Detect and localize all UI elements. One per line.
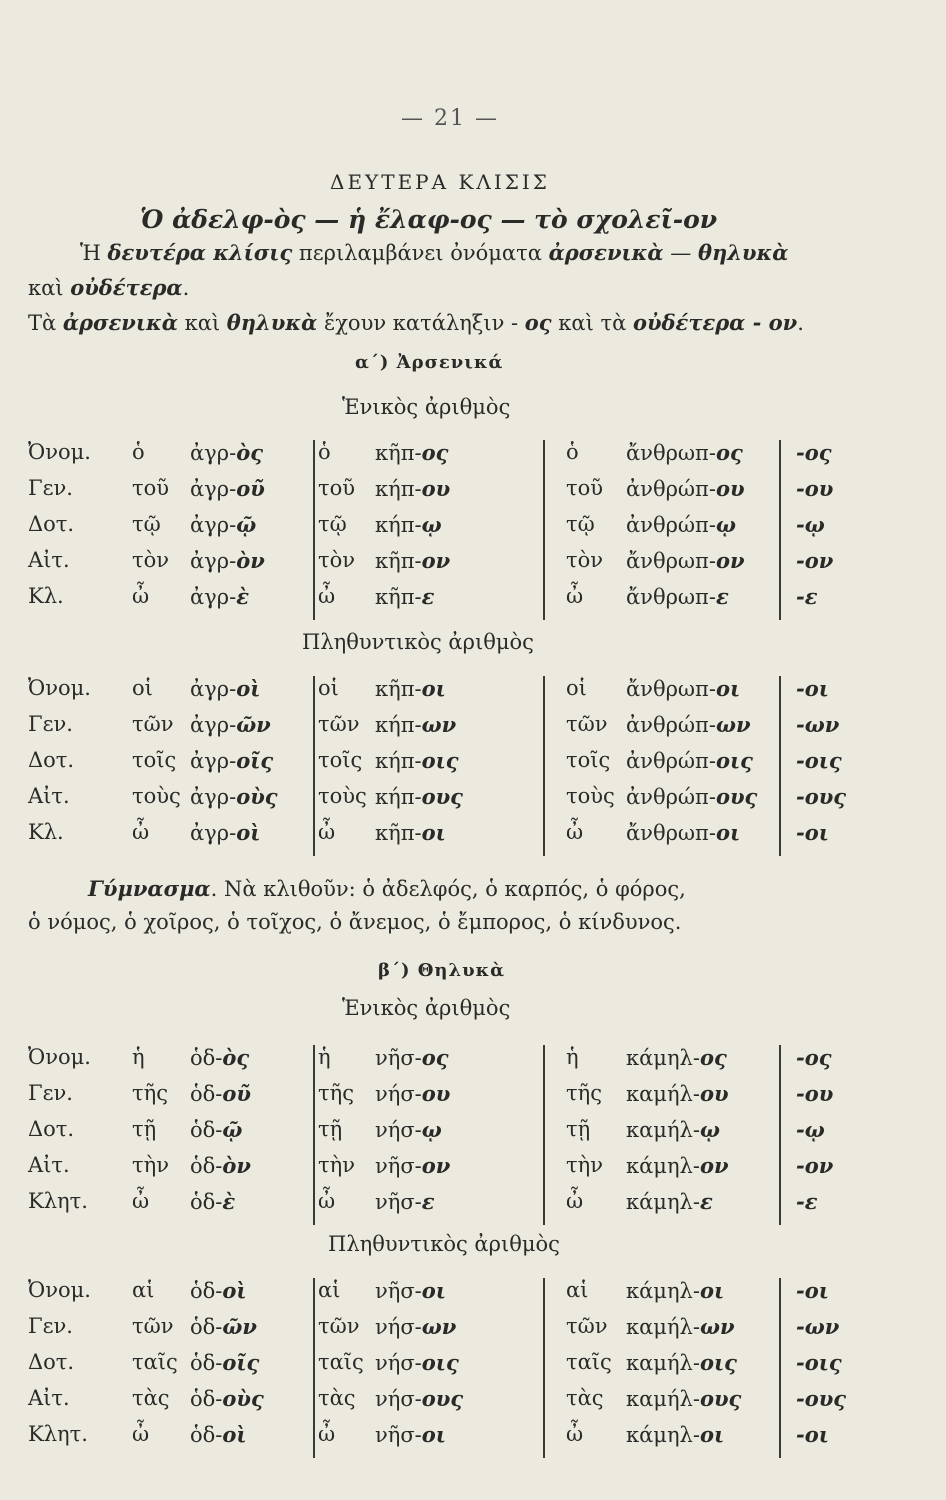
case-label: Αἰτ. [28,784,70,808]
ending: -ους [796,784,847,809]
form: ἀνθρώπ-ους [626,784,758,809]
article: ὦ [318,820,336,844]
ending: -ων [796,1314,840,1339]
article: τῇ [566,1117,591,1141]
article: ὦ [318,584,336,608]
form: νῆσ-ος [375,1045,449,1070]
case-label: Ὀνομ. [28,1045,91,1069]
intro-line-2: καὶ οὐδέτερα. [28,275,190,300]
form: ὁδ-ῷ [190,1117,243,1142]
column-divider [779,440,781,620]
declension-row [0,1278,946,1314]
form: κήπ-ῳ [375,512,442,537]
ending: -ῳ [796,1117,825,1142]
form: νῆσ-οι [375,1422,446,1447]
column-divider [543,1045,545,1225]
form: ἄνθρωπ-ον [626,548,745,573]
case-label: Ὀνομ. [28,440,91,464]
declension-row [0,1117,946,1153]
article: τοῦ [318,476,356,500]
ending: -οις [796,1350,842,1375]
column-divider [313,1045,315,1225]
intro-term: ἀρσενικὰ [548,240,664,265]
intro-text: Τὰ [28,311,63,335]
ending: -οις [796,748,842,773]
form: ὁδ-ὲ [190,1189,236,1214]
article: ἡ [318,1045,331,1069]
form: ἀγρ-οὺς [190,784,278,809]
ending: -οι [796,1278,829,1303]
intro-term: δευτέρα κλίσις [107,240,293,265]
form: ἀγρ-οῦ [190,476,265,501]
form: κήπ-ου [375,476,451,501]
declension-row [0,1153,946,1189]
form: ἀγρ-ὸν [190,548,265,573]
intro-text: καὶ [28,276,71,300]
article: τῶν [566,1314,608,1338]
case-label: Κλητ. [28,1422,88,1446]
form: ὁδ-ῶν [190,1314,257,1339]
form: κῆπ-ος [375,440,449,465]
intro-text: Ἡ [80,241,108,265]
form: νῆσ-οι [375,1278,446,1303]
article: τῇ [132,1117,157,1141]
article: τῷ [566,512,595,536]
form: κῆπ-ε [375,584,435,609]
exercise-line-1 [88,876,686,901]
case-label: Γεν. [28,476,73,500]
intro-line-3: Τὰ ἀρσενικὰ καὶ θηλυκὰ ἔχουν κατάληξιν - ος καὶ τὰ οὐδέτερα - ον. [28,310,804,335]
form: νήσ-ων [375,1314,457,1339]
form: ἀνθρώπ-ου [626,476,745,501]
form: ἀγρ-οὶ [190,676,261,701]
form: νῆσ-ε [375,1189,435,1214]
form: καμήλ-ων [626,1314,735,1339]
form: ἀγρ-ῶν [190,712,271,737]
article: ὦ [132,584,150,608]
case-label: Ὀνομ. [28,1278,91,1302]
form: κήπ-οις [375,748,459,773]
article: ὁ [132,440,145,464]
form: ἀγρ-οὶ [190,820,261,845]
intro-term: θηλυκὰ [226,310,318,335]
ending: -ε [796,1189,818,1214]
form: ἀγρ-ῷ [190,512,257,537]
article: ὦ [566,820,584,844]
declension-row [0,712,946,748]
form: κάμηλ-ε [626,1189,713,1214]
form: κῆπ-οι [375,820,446,845]
intro-term: οὐδέτερα [70,275,183,300]
form: ὁδ-οὺς [190,1386,264,1411]
article: ἡ [566,1045,579,1069]
article: ταῖς [566,1350,612,1374]
ending: -ων [796,712,840,737]
column-divider [313,440,315,620]
case-label: Δοτ. [28,512,75,536]
exercise-label: Γύμνασμα [88,876,211,901]
case-label: Γεν. [28,1314,73,1338]
form: νήσ-οις [375,1350,459,1375]
column-divider [543,440,545,620]
case-label: Κλητ. [28,1189,88,1213]
ending: -ου [796,476,834,501]
form: ὁδ-οὶ [190,1422,247,1447]
declension-row [0,440,946,476]
exercise-text: . Νὰ κλιθοῦν: ὁ ἀδελφός, ὁ καρπός, ὁ φόρος, [210,877,686,901]
article: τοὺς [566,784,615,808]
article: ὁ [566,440,579,464]
intro-term: οὐδέτερα - ον [632,310,798,335]
case-label: Ὀνομ. [28,676,91,700]
intro-text: ἔχουν κατάληξιν - [317,311,525,335]
article: ὦ [566,1189,584,1213]
declension-row [0,820,946,856]
section-a-singular-label: Ἑνικὸς ἀριθμὸς [342,395,511,419]
intro-term: ἀρσενικὰ [62,310,178,335]
form: ὁδ-οῦ [190,1081,251,1106]
article: οἱ [318,676,339,700]
form: ὁδ-ὸν [190,1153,251,1178]
article: τῶν [318,1314,360,1338]
declension-row [0,476,946,512]
intro-text: καὶ τὰ [551,311,633,335]
article: τὴν [566,1153,603,1177]
form: ἀγρ-ὸς [190,440,263,465]
form: κήπ-ους [375,784,463,809]
article: τῆς [566,1081,602,1105]
article: ὦ [132,1422,150,1446]
article: τῶν [318,712,360,736]
article: αἱ [132,1278,155,1302]
intro-text: καὶ [177,311,227,335]
column-divider [543,676,545,856]
form: νήσ-ῳ [375,1117,442,1142]
section-b-plural-label: Πληθυντικὸς ἀριθμὸς [328,1232,560,1256]
case-label: Κλ. [28,584,64,608]
declension-row [0,784,946,820]
ending: -ου [796,1081,834,1106]
case-label: Δοτ. [28,748,75,772]
column-divider [779,1045,781,1225]
declension-row [0,1045,946,1081]
declension-row [0,512,946,548]
form: κάμηλ-οι [626,1422,725,1447]
intro-text: — [663,241,698,265]
declension-row [0,1350,946,1386]
form: κάμηλ-ον [626,1153,729,1178]
declension-row [0,548,946,584]
article: τῷ [132,512,161,536]
article: τῶν [566,712,608,736]
column-divider [779,676,781,856]
section-b-singular-label: Ἑνικὸς ἀριθμὸς [342,996,511,1020]
article: τὸν [318,548,356,572]
declension-row [0,1314,946,1350]
article: ἡ [132,1045,145,1069]
ending: -οι [796,820,829,845]
column-divider [313,1278,315,1458]
intro-term: θηλυκὰ [697,240,789,265]
declension-row [0,1189,946,1225]
article: ὦ [318,1189,336,1213]
article: τὰς [318,1386,356,1410]
article: τοὺς [318,784,367,808]
article: τοῦ [566,476,604,500]
article: τῶν [132,712,174,736]
article: τοῦ [132,476,170,500]
form: καμήλ-ῳ [626,1117,720,1142]
article: τῆς [318,1081,354,1105]
exercise-line-2: ὁ νόμος, ὁ χοῖρος, ὁ τοῖχος, ὁ ἄνεμος, ὁ ἔμπορος, ὁ κίνδυνος. [28,910,682,934]
ending: -ῳ [796,512,825,537]
article: αἱ [318,1278,341,1302]
case-label: Δοτ. [28,1117,75,1141]
form: καμήλ-οις [626,1350,737,1375]
article: αἱ [566,1278,589,1302]
article: οἱ [132,676,153,700]
article: ὦ [566,584,584,608]
form: ἀνθρώπ-οις [626,748,753,773]
form: κάμηλ-οι [626,1278,725,1303]
form: νήσ-ους [375,1386,464,1411]
case-label: Δοτ. [28,1350,75,1374]
article: ὦ [566,1422,584,1446]
declension-row [0,584,946,620]
ending: -ε [796,584,818,609]
article: τοῖς [132,748,177,772]
form: ἄνθρωπ-ος [626,440,743,465]
case-label: Κλ. [28,820,64,844]
form: κῆπ-ον [375,548,451,573]
article: ὦ [318,1422,336,1446]
article: ὦ [132,1189,150,1213]
ending: -οι [796,676,829,701]
intro-text: περιλαμβάνει ὀνόματα [292,241,549,265]
declension-row [0,1386,946,1422]
column-divider [779,1278,781,1458]
section-a-title: α΄) Ἀρσενικά [355,352,504,373]
column-divider [313,676,315,856]
article: τοῖς [318,748,363,772]
article: ὁ [318,440,331,464]
article: τῇ [318,1117,343,1141]
section-b-title: β΄) Θηλυκὰ [378,960,505,981]
form: κάμηλ-ος [626,1045,727,1070]
form: καμήλ-ους [626,1386,742,1411]
column-divider [543,1278,545,1458]
page-number: — 21 — [401,106,499,131]
ending: -ον [796,548,834,573]
form: κῆπ-οι [375,676,446,701]
case-label: Γεν. [28,1081,73,1105]
form: ἄνθρωπ-οι [626,820,741,845]
case-label: Αἰτ. [28,1153,70,1177]
article: τῶν [132,1314,174,1338]
form: κήπ-ων [375,712,457,737]
article: τὰς [566,1386,604,1410]
section-a-plural-label: Πληθυντικὸς ἀριθμὸς [302,630,534,654]
case-label: Γεν. [28,712,73,736]
declension-row [0,1422,946,1458]
form: ὁδ-οῖς [190,1350,260,1375]
form: ὁδ-ὸς [190,1045,250,1070]
article: ταῖς [132,1350,178,1374]
declension-row [0,676,946,712]
case-label: Αἰτ. [28,1386,70,1410]
intro-line-1 [80,240,788,265]
form: ἀγρ-οῖς [190,748,274,773]
form: ὁδ-οὶ [190,1278,247,1303]
declension-row [0,1081,946,1117]
ending: -ους [796,1386,847,1411]
article: τοῖς [566,748,611,772]
article: οἱ [566,676,587,700]
article: τὸν [132,548,170,572]
intro-term: ος [524,310,552,335]
chapter-title: ΔΕΥΤΕΡΑ ΚΛΙΣΙΣ [330,170,550,194]
article: τὴν [132,1153,169,1177]
ending: -ος [796,1045,832,1070]
form: ἄνθρωπ-ε [626,584,729,609]
form: νῆσ-ον [375,1153,451,1178]
form: ἀνθρώπ-ων [626,712,751,737]
form: ἄνθρωπ-οι [626,676,741,701]
form: ἀνθρώπ-ῳ [626,512,736,537]
case-label: Αἰτ. [28,548,70,572]
article: ὦ [132,820,150,844]
form: ἀγρ-ὲ [190,584,249,609]
ending: -οι [796,1422,829,1447]
article: τὴν [318,1153,355,1177]
declension-row [0,748,946,784]
ending: -ον [796,1153,834,1178]
article: τῷ [318,512,347,536]
article: τὸν [566,548,604,572]
article: ταῖς [318,1350,364,1374]
form: καμήλ-ου [626,1081,729,1106]
article: τῆς [132,1081,168,1105]
form: νήσ-ου [375,1081,451,1106]
article: τοὺς [132,784,181,808]
article: τὰς [132,1386,170,1410]
ending: -ος [796,440,832,465]
chapter-subtitle: Ὁ ἀδελφ-ὸς — ἡ ἔλαφ-ος — τὸ σχολεῖ-ον [140,205,718,234]
